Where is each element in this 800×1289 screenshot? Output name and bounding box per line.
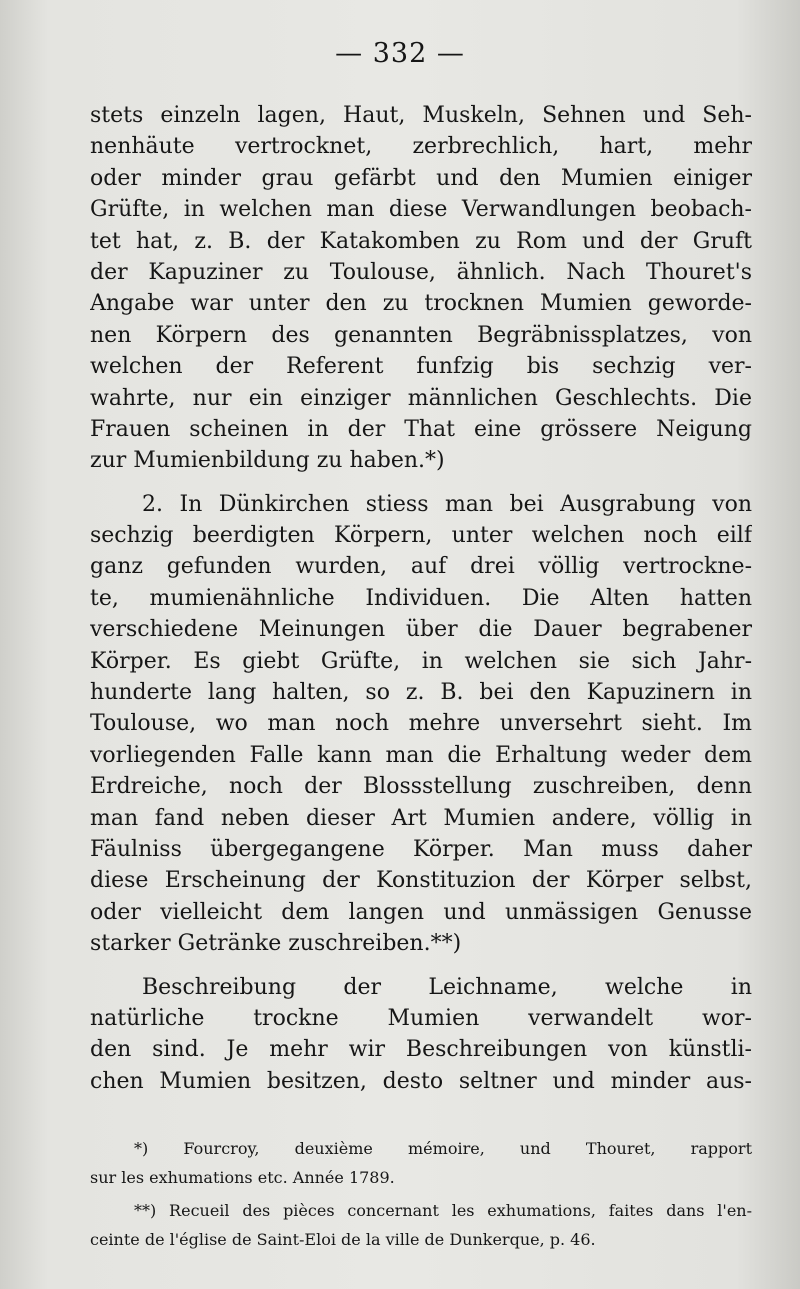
text-line: man fand neben dieser Art Mumien andere, völlig in — [90, 805, 752, 831]
text-line: sechzig beerdigten Körpern, unter welchen noch eilf — [90, 523, 752, 549]
text-line: vorliegenden Falle kann man die Erhaltung weder dem — [90, 742, 752, 768]
text-line: oder minder grau gefärbt und den Mumien einiger — [90, 165, 752, 191]
footnote — [90, 1196, 752, 1254]
text-line: tet hat, z. B. der Katakomben zu Rom und der Gruft — [90, 228, 752, 254]
paragraph — [90, 100, 752, 477]
paragraph — [90, 489, 752, 960]
text-line: verschiedene Meinungen über die Dauer begrabener — [90, 617, 752, 643]
text-line: natürliche trockne Mumien verwandelt wor- — [90, 1005, 752, 1031]
page-number: — 332 — — [335, 38, 465, 69]
text-line: diese Erscheinung der Konstituzion der Körper selbst, — [90, 868, 752, 894]
footnotes — [90, 1134, 752, 1254]
paragraph — [90, 972, 752, 1098]
footnote-line: ceinte de l'église de Saint-Eloi de la ville de Dunkerque, p. 46. — [90, 1230, 596, 1249]
text-line: der Kapuziner zu Toulouse, ähnlich. Nach Thouret's — [90, 259, 752, 285]
footnote — [90, 1134, 752, 1192]
text-line: nen Körpern des genannten Begräbnissplatzes, von — [90, 322, 752, 348]
text-line: chen Mumien besitzen, desto seltner und minder aus- — [90, 1068, 752, 1094]
text-line: nenhäute vertrocknet, zerbrechlich, hart, mehr — [90, 134, 752, 160]
text-line: te, mumienähnliche Individuen. Die Alten hatten — [90, 585, 752, 611]
text-line: Beschreibung der Leichname, welche in — [142, 974, 752, 1000]
text-line: Fäulniss übergegangene Körper. Man muss daher — [90, 836, 752, 862]
footnote-line: sur les exhumations etc. Année 1789. — [90, 1168, 395, 1187]
text-line: Körper. Es giebt Grüfte, in welchen sie sich Jahr- — [90, 648, 752, 674]
text-line: wahrte, nur ein einziger männlichen Geschlechts. Die — [90, 385, 752, 411]
text-line: Grüfte, in welchen man diese Verwandlungen beobach- — [90, 197, 752, 223]
text-line: Angabe war unter den zu trocknen Mumien geworde- — [90, 291, 752, 317]
footnote-line: *) Fourcroy, deuxième mémoire, und Thouret, rapport — [134, 1139, 752, 1158]
text-line: ganz gefunden wurden, auf drei völlig vertrockne- — [90, 554, 752, 580]
text-line: den sind. Je mehr wir Beschreibungen von künstli- — [90, 1037, 752, 1063]
text-line: welchen der Referent funfzig bis sechzig ver- — [90, 354, 752, 380]
footnote-line: **) Recueil des pièces concernant les exhumations, faites dans l'en- — [134, 1201, 752, 1220]
text-line: starker Getränke zuschreiben.**) — [90, 931, 462, 957]
text-line: hunderte lang halten, so z. B. bei den Kapuzinern in — [90, 680, 752, 706]
text-line: oder vielleicht dem langen und unmässigen Genusse — [90, 899, 752, 925]
text-line: Erdreiche, noch der Blossstellung zuschreiben, denn — [90, 774, 752, 800]
text-line: 2. In Dünkirchen stiess man bei Ausgrabung von — [142, 491, 752, 517]
main-text — [90, 100, 752, 1097]
text-line: stets einzeln lagen, Haut, Muskeln, Sehnen und Seh- — [90, 103, 752, 128]
text-line: zur Mumienbildung zu haben.*) — [90, 448, 445, 474]
text-line: Toulouse, wo man noch mehre unversehrt sieht. Im — [90, 711, 752, 737]
text-line: Frauen scheinen in der That eine grössere Neigung — [90, 416, 752, 442]
